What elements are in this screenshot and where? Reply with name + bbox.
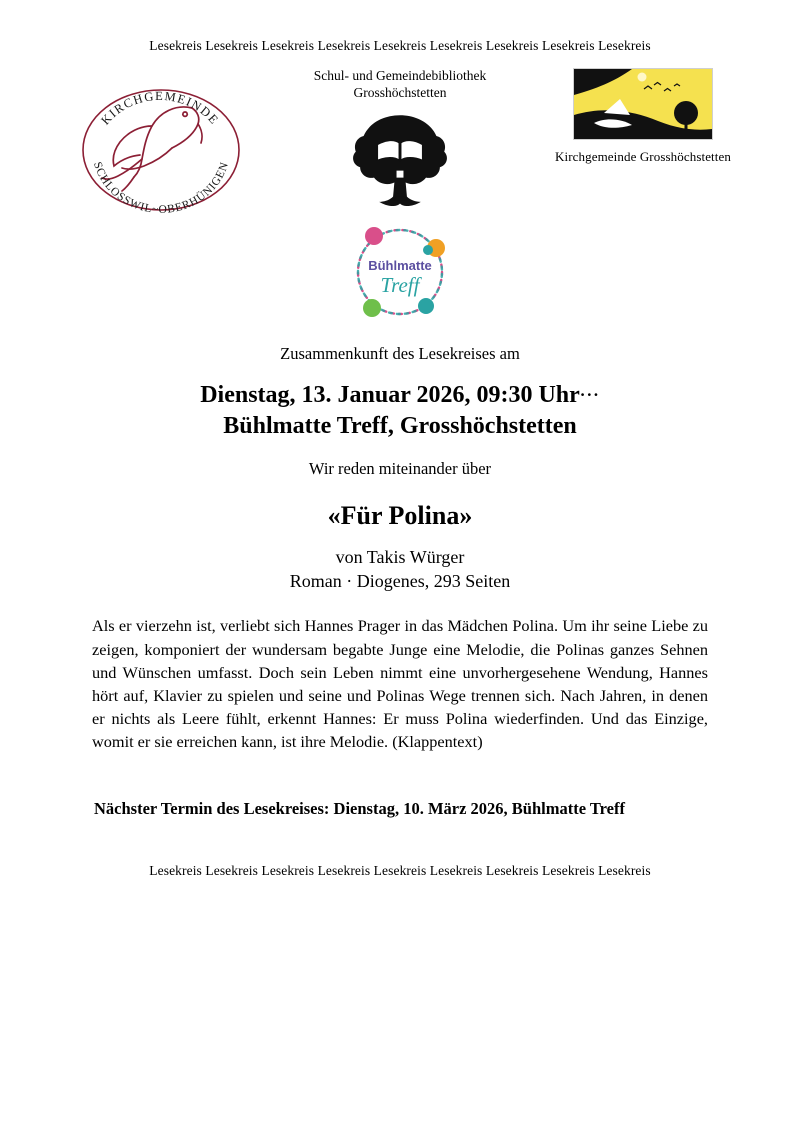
next-meeting-line: Nächster Termin des Lesekreises: Dienstag, 10. März 2026, Bühlmatte Treff — [94, 799, 625, 819]
book-author: von Takis Würger — [335, 547, 465, 568]
event-place-line: Bühlmatte Treff, Grosshöchstetten — [223, 412, 577, 439]
footer-ribbon-text: Lesekreis Lesekreis Lesekreis Lesekreis Lesekreis Lesekreis Lesekreis Lesekreis Lesekreis — [149, 863, 651, 879]
kirchgemeinde-schlosswil-oberhuenigen-logo — [72, 82, 252, 212]
intro-line: Zusammenkunft des Lesekreises am — [280, 344, 520, 363]
logo-band — [0, 68, 800, 338]
kirchgemeinde-grosshoechstetten-logo — [527, 68, 759, 165]
schul-und-gemeindebibliothek-logo — [292, 68, 508, 223]
header-ribbon-text: Lesekreis Lesekreis Lesekreis Lesekreis Lesekreis Lesekreis Lesekreis Lesekreis Lesekreis — [149, 38, 651, 53]
library-caption — [292, 68, 508, 102]
circle-badge-icon — [338, 220, 462, 324]
event-date: Dienstag, 13. Januar 2026, 09:30 Uhr — [200, 382, 580, 408]
library-caption-line2: Grosshöchstetten — [353, 84, 447, 100]
buehlmatte-treff-logo — [338, 220, 462, 324]
talk-about-line: Wir reden miteinander über — [308, 459, 492, 479]
event-date-dots: ··· — [579, 385, 600, 404]
treff-line2: Treff — [380, 273, 420, 297]
kirchgemeinde-grosshoechstetten-caption: Kirchgemeinde Grosshöchstetten — [555, 149, 731, 164]
library-caption-line1: Schul- und Gemeindebibliothek — [313, 68, 487, 83]
landscape-icon — [573, 68, 713, 140]
treff-line1: Bühlmatte — [368, 258, 432, 273]
dove-icon — [72, 82, 252, 214]
svg-text:KIRCHGEMEINDE — [98, 89, 222, 128]
event-date-line — [0, 380, 800, 411]
footer-area — [0, 863, 800, 879]
book-edition: Roman · Diogenes, 293 Seiten — [289, 571, 511, 592]
book-blurb: Als er vierzehn ist, verliebt sich Hannes Prager in das Mädchen Polina. Um ihr seine Liebe zu zeigen, komponiert der wundersam begabte Junge eine Melodie, die Polinas ganzes Sehnen und Wünschen umfasst. Doch sein Leben nimmt eine unvorhergesehene Wendung, Hannes hört auf, Klavier zu spielen und seine und Polinas Wege trennen sich. Nach Jahren, in denen er nichts als Leere fühlt, erkennt Hannes: Er muss Polina wiederfinden. Und das Einzige, womit er sie erreichen kann, ist ihre Melodie. (Klappentext) — [92, 616, 708, 752]
book-tree-icon — [348, 106, 452, 218]
svg-text:SCHLOSSWIL~OBERHÜNIGEN — [91, 160, 231, 214]
logo-ring-text-bottom: SCHLOSSWIL~OBERHÜNIGEN — [90, 160, 232, 214]
logo-ring-text-top: KIRCHGEMEINDE — [98, 88, 222, 128]
main-content — [0, 344, 800, 819]
book-title: «Für Polina» — [327, 501, 473, 531]
